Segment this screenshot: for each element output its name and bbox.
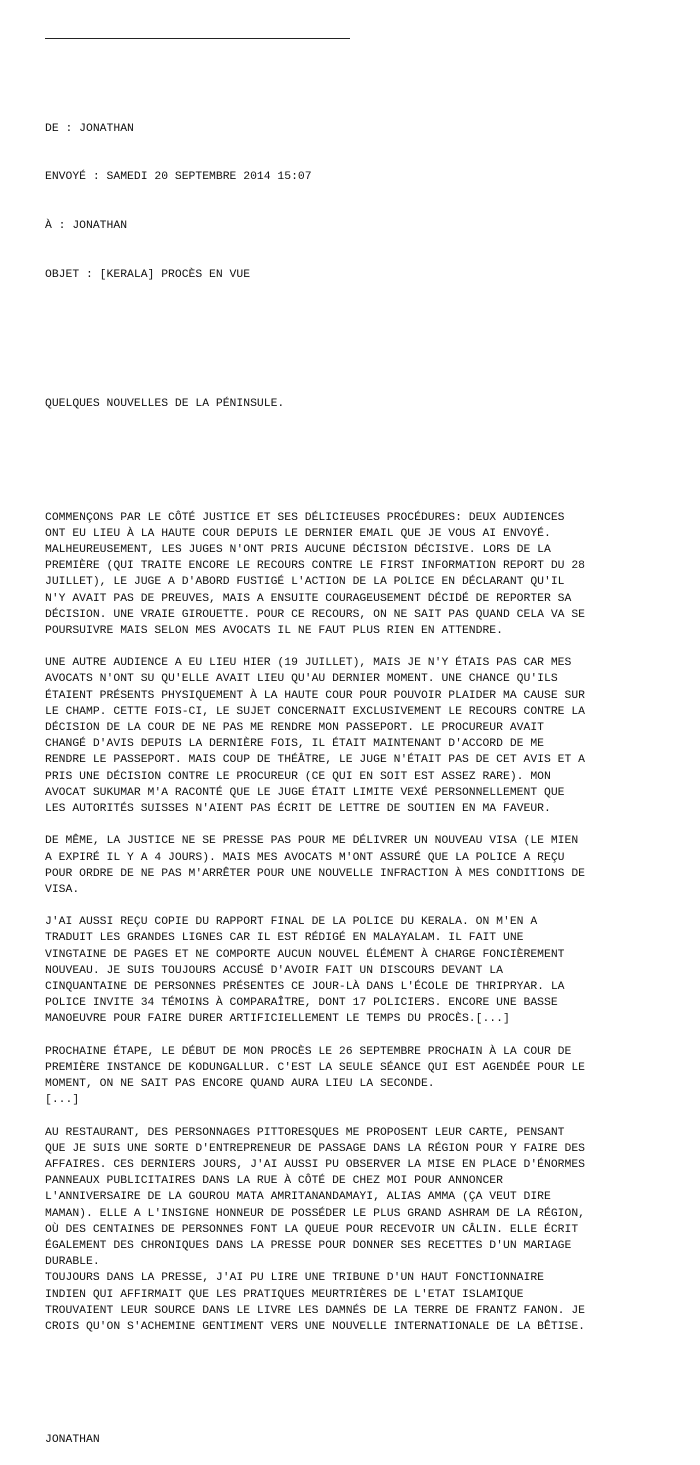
paragraph-line: TROUVAIENT LEUR SOURCE DANS LE LIVRE LES DAMNÉS DE LA TERRE DE FRANTZ FANON. JE	[45, 1304, 586, 1317]
paragraph-line: MALHEUREUSEMENT, LES JUGES N'ONT PRIS AUCUNE DÉCISION DÉCISIVE. LORS DE LA	[45, 543, 551, 556]
paragraph-line: DURABLE.	[45, 1256, 100, 1269]
paragraph-line: LES AUTORITÉS SUISSES N'AIENT PAS ÉCRIT DE LETTRE DE SOUTIEN EN MA FAVEUR.	[45, 802, 551, 815]
paragraph-line: TOUJOURS DANS LA PRESSE, J'AI PU LIRE UNE TRIBUNE D'UN HAUT FONCTIONNAIRE	[45, 1272, 544, 1285]
paragraph-line: A EXPIRÉ IL Y A 4 JOURS). MAIS MES AVOCATS M'ONT ASSURÉ QUE LA POLICE A REÇU	[45, 851, 565, 864]
paragraph-line: RENDRE LE PASSEPORT. MAIS COUP DE THÉÂTRE, LE JUGE N'ÉTAIT PAS DE CET AVIS ET A	[45, 754, 586, 767]
paragraph-line: PANNEAUX PUBLICITAIRES DANS LA RUE À CÔTÉ DE CHEZ MOI POUR ANNONCER	[45, 1175, 503, 1188]
header-to: À : JONATHAN	[45, 220, 128, 232]
paragraph-line: CINQUANTAINE DE PERSONNES PRÉSENTES CE JOUR-LÀ DANS L'ÉCOLE DE THRIPRYAR. LA	[45, 981, 565, 994]
paragraph-line: QUE JE SUIS UNE SORTE D'ENTREPRENEUR DE PASSAGE DANS LA RÉGION POUR Y FAIRE DES	[45, 1142, 586, 1155]
signature: JONATHAN	[45, 1434, 100, 1447]
header-from: DE : JONATHAN	[45, 122, 134, 135]
header-divider-line	[45, 38, 350, 39]
paragraph-line: MANOEUVRE POUR FAIRE DURER ARTIFICIELLEMENT LE TEMPS DU PROCÈS.[...]	[45, 1013, 510, 1026]
paragraph-line: NOUVEAU. JE SUIS TOUJOURS ACCUSÉ D'AVOIR FAIT UN DISCOURS DEVANT LA	[45, 964, 503, 977]
paragraph-line: CROIS QU'ON S'ACHEMINE GENTIMENT VERS UNE NOUVELLE INTERNATIONALE DE LA BÊTISE.	[45, 1320, 586, 1333]
paragraph-line: DÉCISION. UNE VRAIE GIROUETTE. POUR CE RECOURS, ON NE SAIT PAS QUAND CELA VA SE	[45, 608, 586, 621]
paragraph	[45, 833, 665, 898]
paragraph-line: L'ANNIVERSAIRE DE LA GOUROU MATA AMRITANANDAMAYI, ALIAS AMMA (ÇA VEUT DIRE	[45, 1191, 551, 1204]
paragraph-line: CHANGÉ D'AVIS DEPUIS LA DERNIÈRE FOIS, IL ÉTAIT MAINTENANT D'ACCORD DE ME	[45, 738, 544, 751]
paragraph-line: N'Y AVAIT PAS DE PREUVES, MAIS A ENSUITE COURAGEUSEMENT DÉCIDÉ DE REPORTER SA	[45, 592, 572, 605]
header-sent: ENVOYÉ : SAMEDI 20 SEPTEMBRE 2014 15:07	[45, 171, 312, 184]
paragraph-line: VISA.	[45, 883, 80, 896]
paragraph-line: TRADUIT LES GRANDES LIGNES CAR IL EST RÉDIGÉ EN MALAYALAM. IL FAIT UNE	[45, 932, 524, 945]
paragraph	[45, 655, 665, 817]
paragraph-line: INDIEN QUI AFFIRMAIT QUE LES PRATIQUES MEURTRIÈRES DE L'ETAT ISLAMIQUE	[45, 1288, 524, 1301]
paragraph-line: OÙ DES CENTAINES DE PERSONNES FONT LA QUEUE POUR RECEVOIR UN CÂLIN. ELLE ÉCRIT	[45, 1223, 579, 1236]
paragraph-line: DÉCISION DE LA COUR DE NE PAS ME RENDRE MON PASSEPORT. LE PROCUREUR AVAIT	[45, 722, 544, 735]
paragraph-line: PREMIÈRE INSTANCE DE KODUNGALLUR. C'EST LA SEULE SÉANCE QUI EST AGENDÉE POUR LE	[45, 1061, 586, 1074]
paragraph-line: ÉTAIENT PRÉSENTS PHYSIQUEMENT À LA HAUTE COUR POUR POUVOIR PLAIDER MA CAUSE SUR	[45, 689, 586, 702]
paragraph-line: LE CHAMP. CETTE FOIS-CI, LE SUJET CONCERNAIT EXCLUSIVEMENT LE RECOURS CONTRE LA	[45, 705, 586, 718]
header-subject: OBJET : [KERALA] PROCÈS EN VUE	[45, 268, 251, 281]
intro-line: QUELQUES NOUVELLES DE LA PÉNINSULE.	[45, 398, 285, 411]
paragraph	[45, 914, 665, 1027]
paragraph-line: POLICE INVITE 34 TÉMOINS À COMPARAÎTRE, DONT 17 POLICIERS. ENCORE UNE BASSE	[45, 997, 558, 1010]
email-header	[45, 88, 665, 315]
paragraph-line: PREMIÈRE (QUI TRAITE ENCORE LE RECOURS CONTRE LE FIRST INFORMATION REPORT DU 28	[45, 560, 586, 573]
paragraph-line: POUR ORDRE DE NE PAS M'ARRÊTER POUR UNE NOUVELLE INFRACTION À MES CONDITIONS DE	[45, 867, 586, 880]
paragraph-line: JUILLET), LE JUGE A D'ABORD FUSTIGÉ L'ACTION DE LA POLICE EN DÉCLARANT QU'IL	[45, 576, 565, 589]
paragraph-line: COMMENÇONS PAR LE CÔTÉ JUSTICE ET SES DÉLICIEUSES PROCÉDURES: DEUX AUDIENCES	[45, 511, 565, 524]
paragraph	[45, 1044, 665, 1109]
email-body	[45, 510, 665, 1336]
paragraph	[45, 510, 665, 640]
paragraph	[45, 1125, 665, 1335]
paragraph-line: AU RESTAURANT, DES PERSONNAGES PITTORESQUES ME PROPOSENT LEUR CARTE, PENSANT	[45, 1126, 565, 1139]
paragraph-line: AFFAIRES. CES DERNIERS JOURS, J'AI AUSSI PU OBSERVER LA MISE EN PLACE D'ÉNORMES	[45, 1159, 586, 1172]
paragraph-line: DE MÊME, LA JUSTICE NE SE PRESSE PAS POUR ME DÉLIVRER UN NOUVEAU VISA (LE MIEN	[45, 835, 579, 848]
paragraph-line: MOMENT, ON NE SAIT PAS ENCORE QUAND AURA LIEU LA SECONDE.	[45, 1078, 435, 1091]
paragraph-line: MAMAN). ELLE A L'INSIGNE HONNEUR DE POSSÉDER LE PLUS GRAND ASHRAM DE LA RÉGION,	[45, 1207, 586, 1220]
paragraph-line: PRIS UNE DÉCISION CONTRE LE PROCUREUR (CE QUI EN SOIT EST ASSEZ RARE). MON	[45, 770, 551, 783]
paragraph-line: POURSUIVRE MAIS SELON MES AVOCATS IL NE FAUT PLUS RIEN EN ATTENDRE.	[45, 624, 503, 637]
paragraph-line: ONT EU LIEU À LA HAUTE COUR DEPUIS LE DERNIER EMAIL QUE JE VOUS AI ENVOYÉ.	[45, 527, 551, 540]
paragraph-line: ÉGALEMENT DES CHRONIQUES DANS LA PRESSE POUR DONNER SES RECETTES D'UN MARIAGE	[45, 1240, 572, 1253]
paragraph-line: AVOCATS N'ONT SU QU'ELLE AVAIT LIEU QU'AU DERNIER MOMENT. UNE CHANCE QU'ILS	[45, 673, 558, 686]
paragraph-line: UNE AUTRE AUDIENCE A EU LIEU HIER (19 JUILLET), MAIS JE N'Y ÉTAIS PAS CAR MES	[45, 657, 572, 670]
paragraph-line: AVOCAT SUKUMAR M'A RACONTÉ QUE LE JUGE ÉTAIT LIMITE VEXÉ PERSONNELLEMENT QUE	[45, 786, 565, 799]
email-document	[45, 56, 665, 1465]
paragraph-line: J'AI AUSSI REÇU COPIE DU RAPPORT FINAL DE LA POLICE DU KERALA. ON M'EN A	[45, 916, 538, 929]
paragraph-line: PROCHAINE ÉTAPE, LE DÉBUT DE MON PROCÈS LE 26 SEPTEMBRE PROCHAIN À LA COUR DE	[45, 1045, 572, 1058]
paragraph-line: VINGTAINE DE PAGES ET NE COMPORTE AUCUN NOUVEL ÉLÉMENT À CHARGE FONCIÈREMENT	[45, 948, 565, 961]
paragraph-line: [...]	[45, 1094, 80, 1107]
